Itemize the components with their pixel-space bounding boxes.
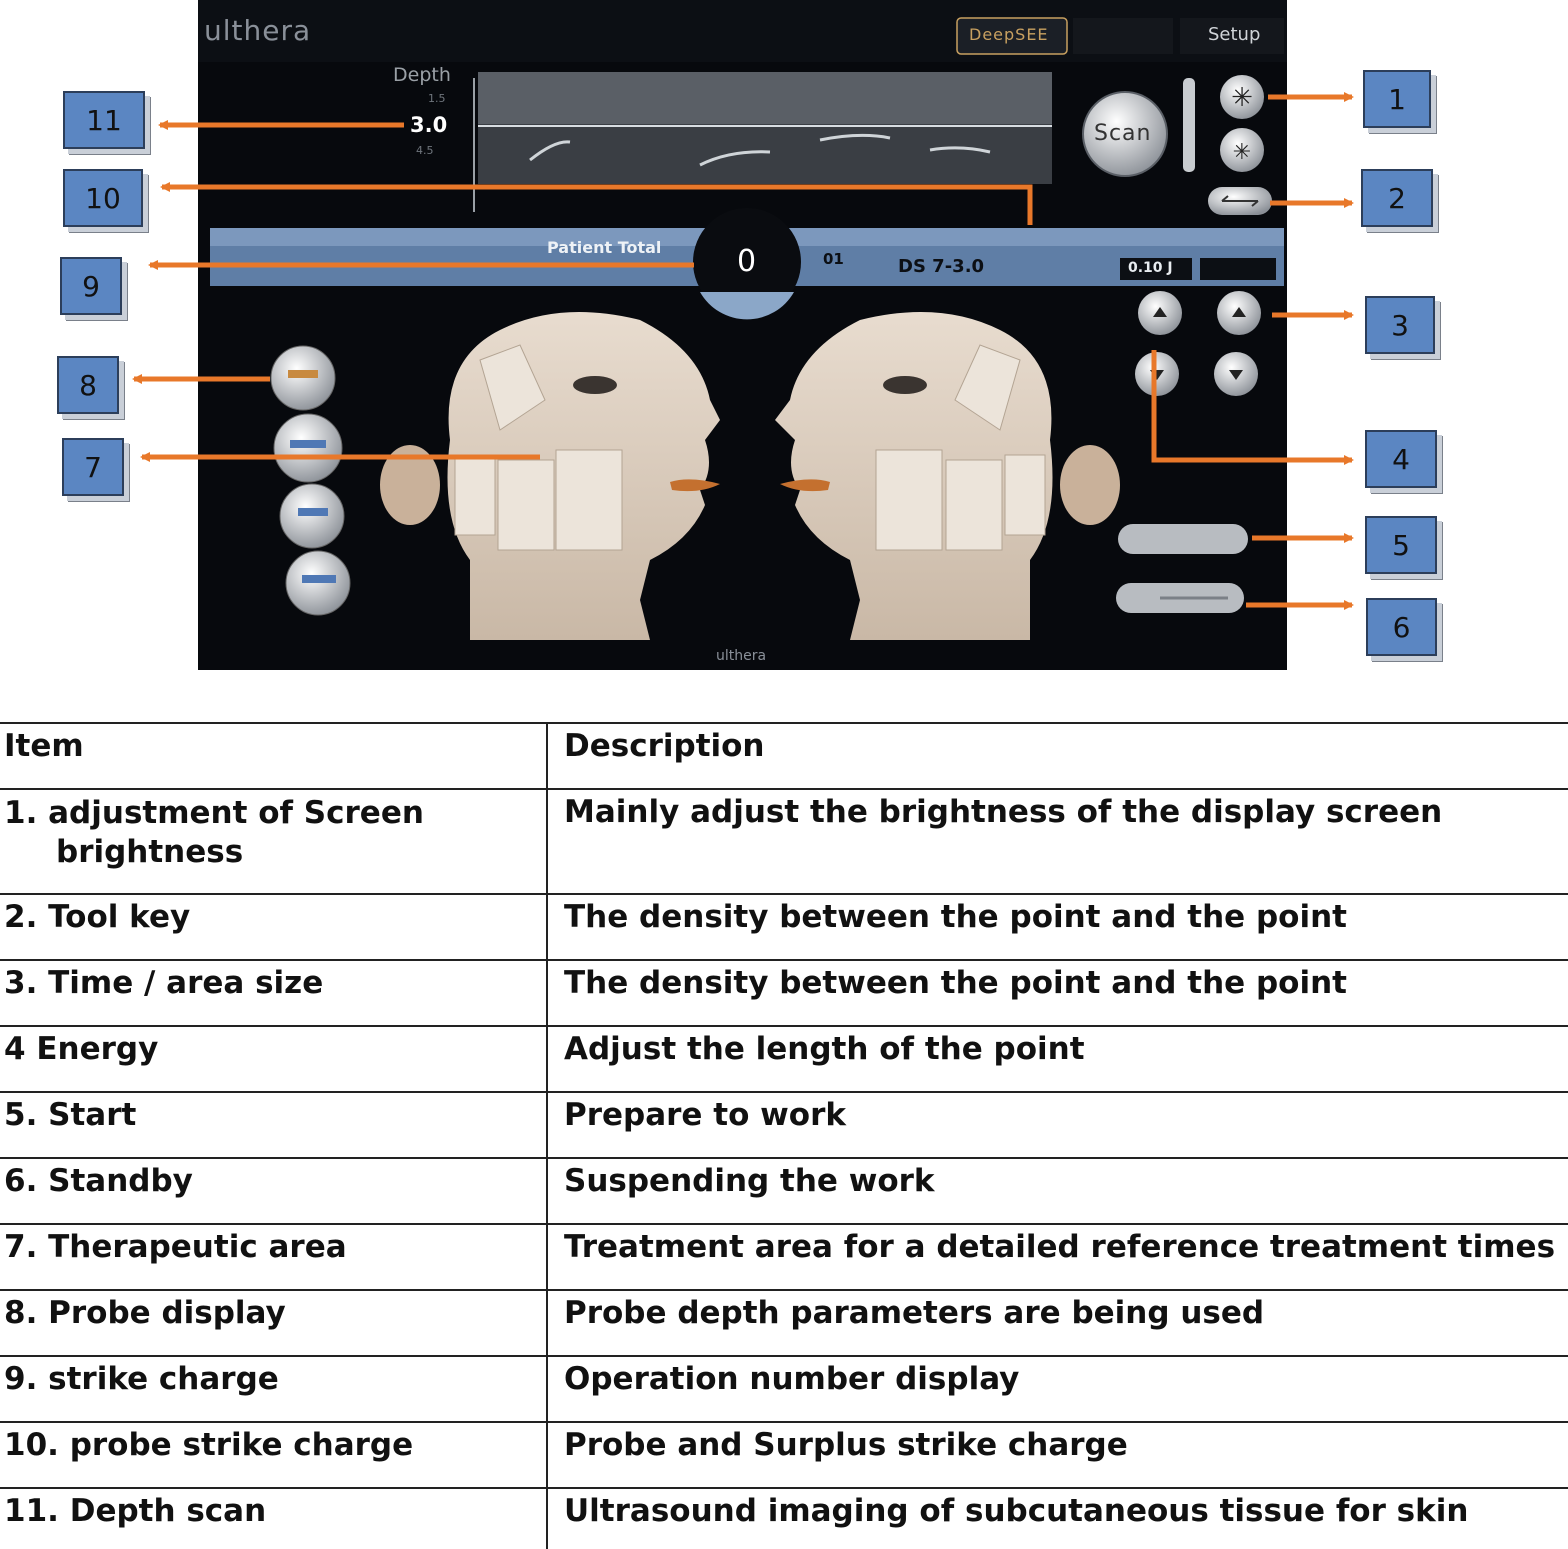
depth-label: Depth xyxy=(393,64,451,86)
row-item: 10. probe strike charge xyxy=(0,1422,547,1488)
table-row xyxy=(0,1488,1568,1549)
table-row xyxy=(0,1356,1568,1422)
svg-text:✳: ✳ xyxy=(1231,83,1253,113)
row-item: 7. Therapeutic area xyxy=(0,1224,547,1290)
table-row xyxy=(0,960,1568,1026)
row-description: Operation number display xyxy=(547,1356,1568,1422)
callout-7: 7 xyxy=(62,438,124,496)
row-description: Ultrasound imaging of subcutaneous tissue for skin xyxy=(547,1488,1568,1549)
row-description: Suspending the work xyxy=(547,1158,1568,1224)
depth-tick-top: 1.5 xyxy=(428,92,446,105)
table-row xyxy=(0,1158,1568,1224)
table-row xyxy=(0,894,1568,960)
row-item: 1. adjustment of Screen brightness xyxy=(4,795,424,870)
row-item: 9. strike charge xyxy=(0,1356,547,1422)
callout-11: 11 xyxy=(63,91,145,149)
status-prefix: 01 xyxy=(823,250,844,268)
energy-value: 0.10 J xyxy=(1128,260,1173,276)
header-item: Item xyxy=(0,723,547,789)
scan-slider[interactable] xyxy=(1183,78,1195,172)
status-code: DS 7-3.0 xyxy=(898,256,985,277)
row-description: Adjust the length of the point xyxy=(547,1026,1568,1092)
brand-logo: ulthera xyxy=(204,14,312,47)
svg-text:✳: ✳ xyxy=(1232,140,1252,165)
tab-deepsee-label[interactable]: DeepSEE xyxy=(969,25,1049,44)
table-row xyxy=(0,789,1568,894)
row-item: 5. Start xyxy=(0,1092,547,1158)
callout-6: 6 xyxy=(1366,598,1437,656)
row-description: The density between the point and the point xyxy=(547,960,1568,1026)
legend-table xyxy=(0,722,1568,1549)
row-item: 6. Standby xyxy=(0,1158,547,1224)
table-row xyxy=(0,1092,1568,1158)
callout-8: 8 xyxy=(57,356,119,414)
row-description: The density between the point and the point xyxy=(547,894,1568,960)
footer-brand: ulthera xyxy=(716,648,767,664)
row-description: Prepare to work xyxy=(547,1092,1568,1158)
table-header-row xyxy=(0,723,1568,789)
start-button[interactable] xyxy=(1118,524,1248,554)
table-row xyxy=(0,1422,1568,1488)
patient-total-label: Patient Total xyxy=(547,238,662,257)
header-description: Description xyxy=(547,723,1568,789)
callout-1: 1 xyxy=(1363,70,1431,128)
callout-2: 2 xyxy=(1361,169,1433,227)
patient-total-value: 0 xyxy=(737,244,757,279)
scan-button-label[interactable]: Scan xyxy=(1094,121,1152,146)
row-item: 4 Energy xyxy=(0,1026,547,1092)
row-item: 8. Probe display xyxy=(0,1290,547,1356)
table-row xyxy=(0,1290,1568,1356)
table-row xyxy=(0,1224,1568,1290)
annotated-device-screen-diagram xyxy=(0,0,1568,700)
row-item: 3. Time / area size xyxy=(0,960,547,1026)
tab-setup-label[interactable]: Setup xyxy=(1208,24,1261,45)
row-item: 2. Tool key xyxy=(0,894,547,960)
table-row xyxy=(0,1026,1568,1092)
device-screen-illustration xyxy=(0,0,1568,700)
tab-blank[interactable] xyxy=(1073,18,1173,54)
row-description: Treatment area for a detailed reference treatment times xyxy=(547,1224,1568,1290)
row-description: Probe and Surplus strike charge xyxy=(547,1422,1568,1488)
callout-5: 5 xyxy=(1365,516,1437,574)
callout-9: 9 xyxy=(60,257,122,315)
depth-tick-bottom: 4.5 xyxy=(416,144,434,157)
callout-4: 4 xyxy=(1365,430,1437,488)
depth-value: 3.0 xyxy=(410,113,448,137)
row-description: Probe depth parameters are being used xyxy=(547,1290,1568,1356)
callout-10: 10 xyxy=(63,169,143,227)
row-description: Mainly adjust the brightness of the display screen xyxy=(547,789,1568,894)
row-item: 11. Depth scan xyxy=(0,1488,547,1549)
callout-3: 3 xyxy=(1365,296,1435,354)
